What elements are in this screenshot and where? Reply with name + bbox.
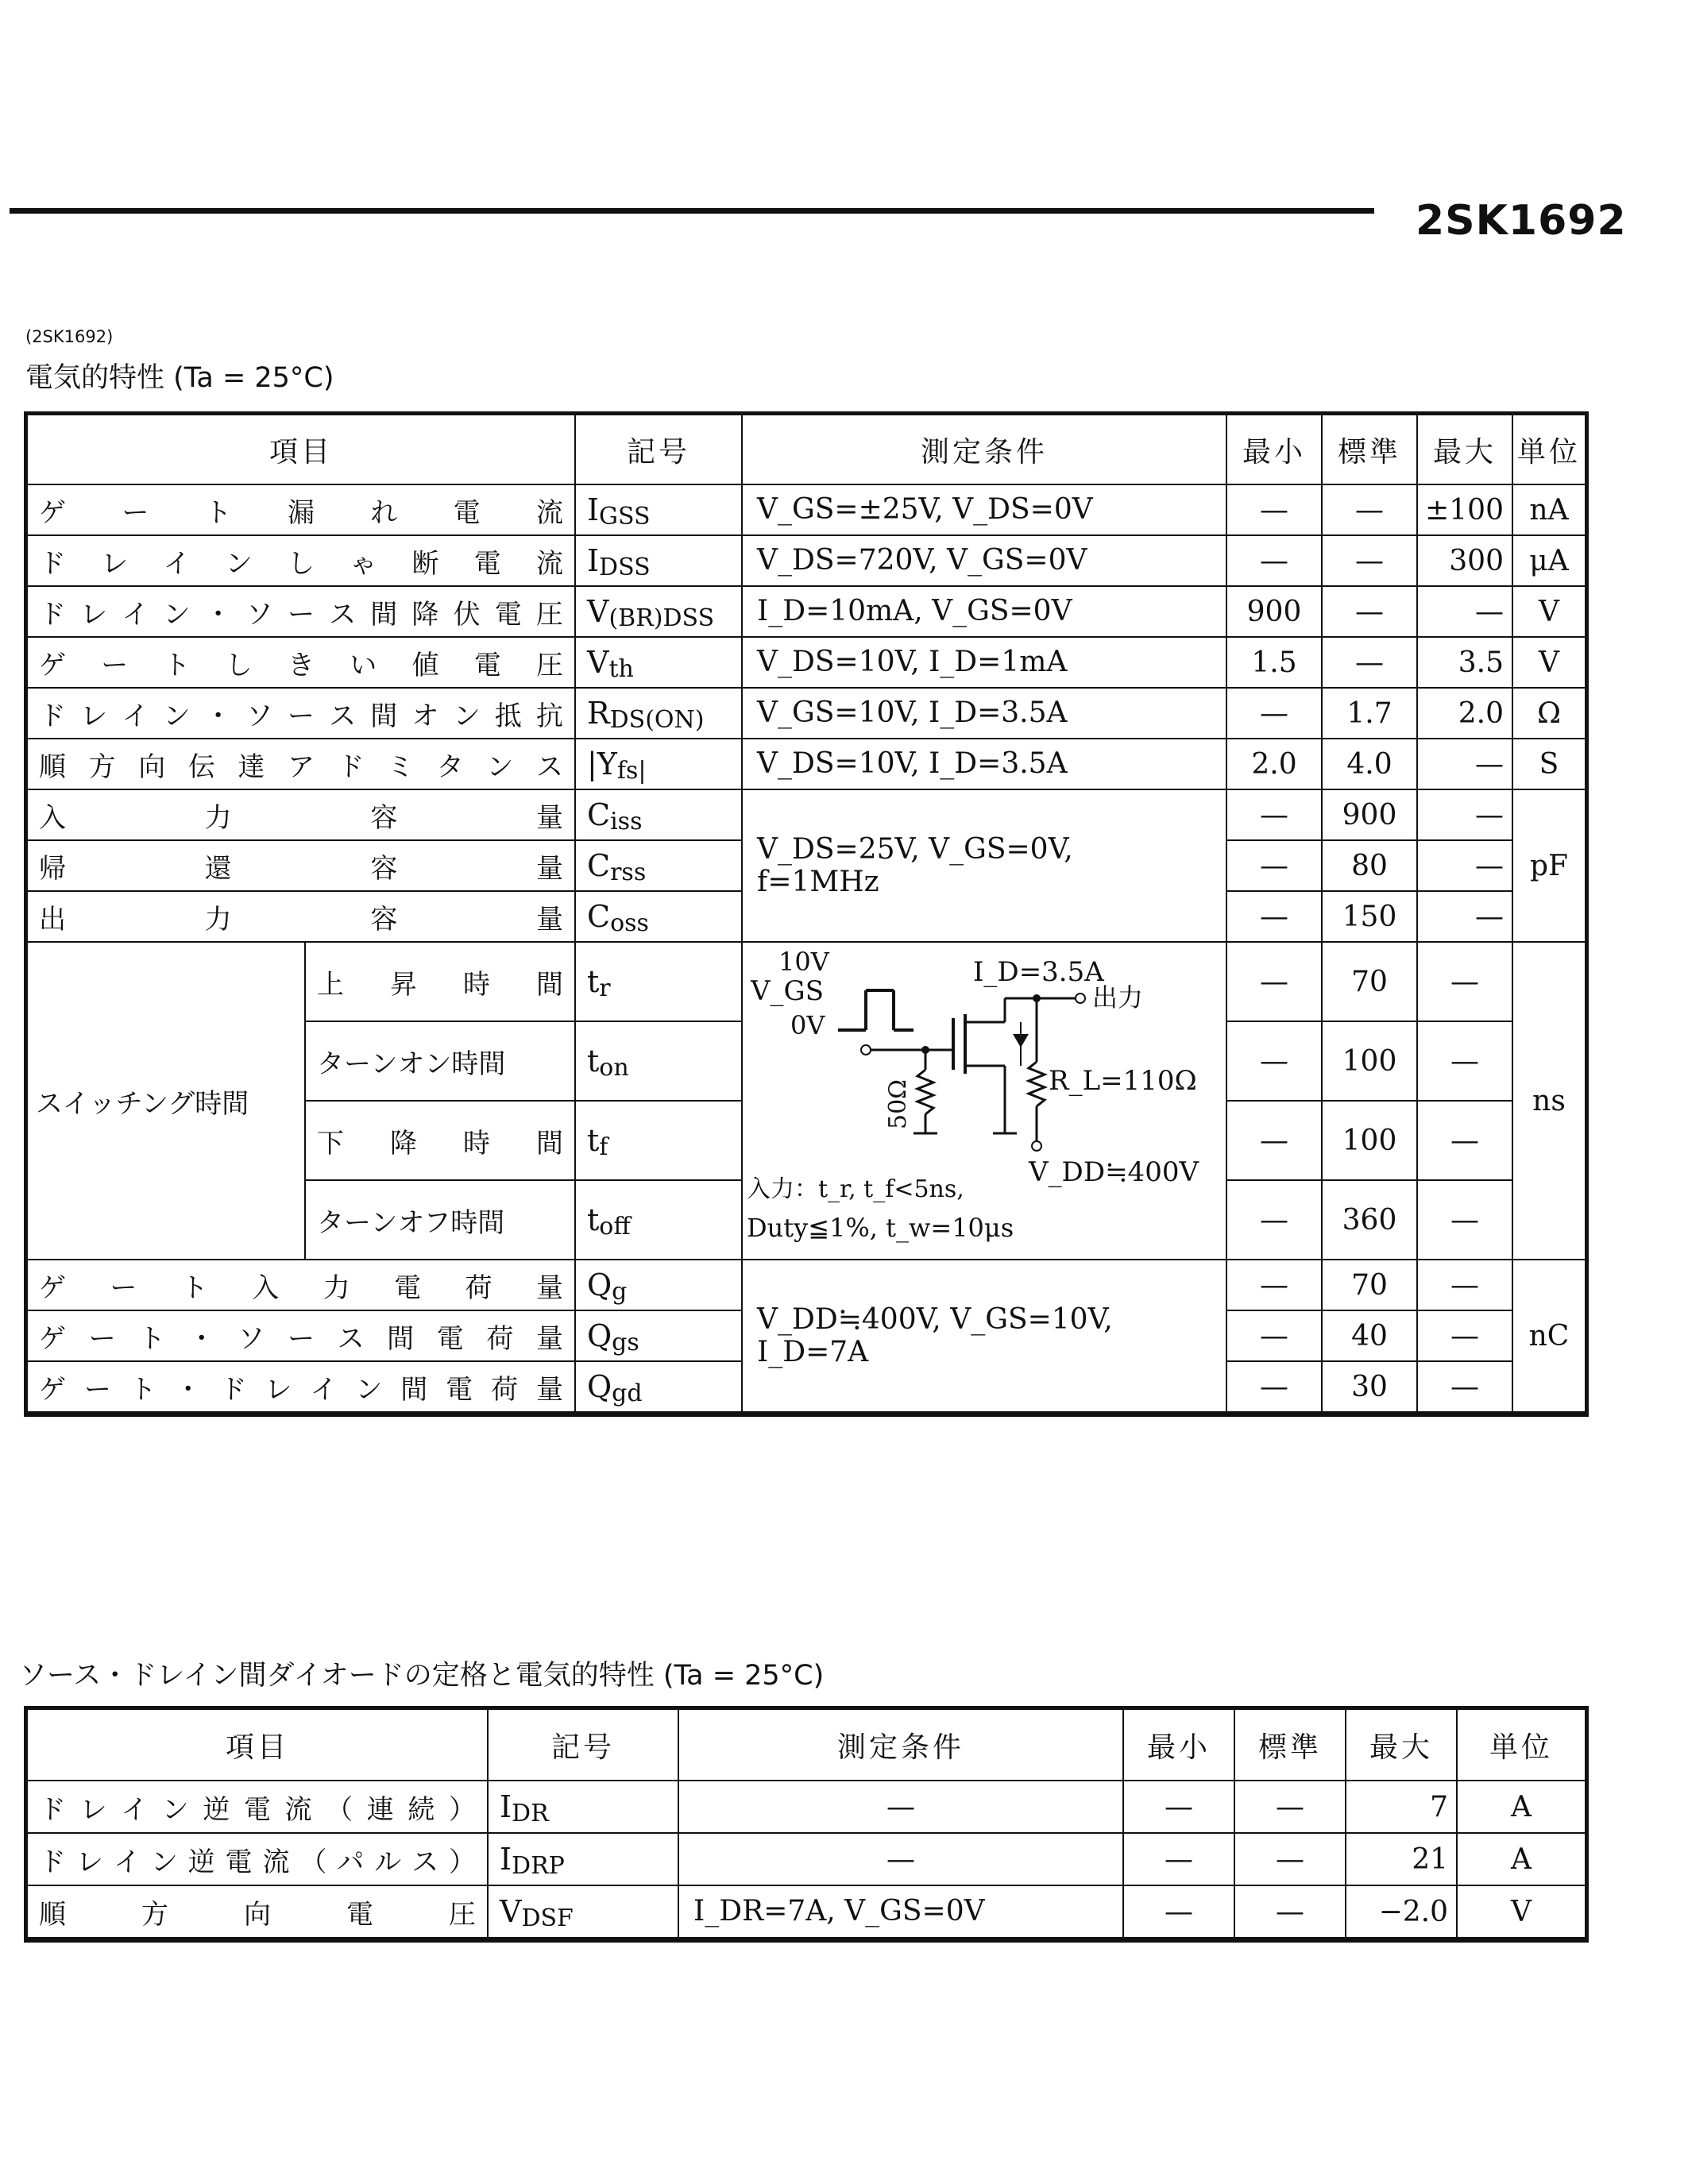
- row-unit: Ω: [1513, 689, 1585, 739]
- gate-resistor: [917, 1070, 933, 1114]
- row-conditions: V_DS=10V, I_D=3.5A: [743, 739, 1227, 790]
- charge-typ: 40: [1323, 1311, 1418, 1362]
- diode-row-typ: —: [1235, 1781, 1346, 1834]
- switching-min: —: [1227, 1102, 1323, 1181]
- row-max: 3.5: [1418, 638, 1513, 689]
- row-typ: 4.0: [1323, 739, 1418, 790]
- diode-row-min: —: [1124, 1886, 1235, 1939]
- row-unit: nA: [1513, 485, 1585, 536]
- row-item: ド レ イ ン ・ ソ ー ス 間 降 伏 電 圧: [28, 587, 576, 638]
- diode-row-max: −2.0: [1346, 1886, 1458, 1939]
- header-symbol: 記号: [576, 415, 743, 485]
- switching-item: 上 昇 時 間: [306, 943, 576, 1022]
- charge-unit: nC: [1513, 1260, 1585, 1413]
- switching-max: —: [1418, 943, 1513, 1022]
- switching-max: —: [1418, 1102, 1513, 1181]
- gate-resistor-label: 50Ω: [884, 1078, 912, 1129]
- table2-title: ソース・ドレイン間ダイオードの定格と電気的特性 (Ta = 25°C): [19, 1660, 825, 1692]
- switching-test-circuit: [743, 943, 1227, 1260]
- diode-row-min: —: [1124, 1781, 1235, 1834]
- switching-item: ターンオフ時間: [306, 1181, 576, 1260]
- row-min: —: [1227, 689, 1323, 739]
- charge-max: —: [1418, 1260, 1513, 1311]
- row-symbol: R DS(ON): [576, 689, 743, 739]
- diode-row-conditions: —: [679, 1781, 1124, 1834]
- row-symbol: I GSS: [576, 485, 743, 536]
- row-item: 順 方 向 伝 達 ア ド ミ タ ン ス: [28, 739, 576, 790]
- input-note: 入力：t_r, t_f<5ns,: [747, 1175, 964, 1203]
- diode-row-unit: V: [1458, 1886, 1585, 1939]
- pulse-note: Duty≦1%, t_w=10μs: [747, 1213, 1014, 1243]
- diode-row-min: —: [1124, 1834, 1235, 1886]
- row-unit: S: [1513, 739, 1585, 790]
- switching-typ: 70: [1323, 943, 1418, 1022]
- row-symbol: C oss: [576, 892, 743, 943]
- row-min: —: [1227, 790, 1323, 841]
- row-max: —: [1418, 587, 1513, 638]
- load-resistor: [1029, 1062, 1045, 1106]
- table1-ref: (2SK1692): [25, 327, 114, 346]
- charge-max: —: [1418, 1311, 1513, 1362]
- row-item: ド レ イ ン ・ ソ ー ス 間 オ ン 抵 抗: [28, 689, 576, 739]
- diode-row-conditions: —: [679, 1834, 1124, 1886]
- row-conditions: I_D=10mA, V_GS=0V: [743, 587, 1227, 638]
- electrical-characteristics-table: [24, 411, 1589, 1417]
- switching-typ: 100: [1323, 1102, 1418, 1181]
- row-item: 帰 還 容 量: [28, 841, 576, 892]
- diode-row-conditions: I_DR=7A, V_GS=0V: [679, 1886, 1124, 1939]
- capacitance-unit: pF: [1513, 790, 1585, 943]
- diode-row-max: 21: [1346, 1834, 1458, 1886]
- diode-row-typ: —: [1235, 1886, 1346, 1939]
- part-number: 2SK1692: [1416, 197, 1627, 245]
- header-conditions: 測定条件: [743, 415, 1227, 485]
- diode-row-item: 順 方 向 電 圧: [28, 1886, 489, 1939]
- diode-row-max: 7: [1346, 1781, 1458, 1834]
- row-typ: —: [1323, 485, 1418, 536]
- row-unit: μA: [1513, 536, 1585, 587]
- row-min: —: [1227, 485, 1323, 536]
- switching-min: —: [1227, 943, 1323, 1022]
- header-min: 最小: [1227, 415, 1323, 485]
- row-symbol: |Y fs|: [576, 739, 743, 790]
- switching-unit: ns: [1513, 943, 1585, 1260]
- header-typ: 標準: [1323, 415, 1418, 485]
- header-symbol: 記号: [489, 1710, 679, 1781]
- output-label: 出力: [1092, 982, 1144, 1013]
- row-conditions: V_DS=720V, V_GS=0V: [743, 536, 1227, 587]
- row-conditions: V_GS=10V, I_D=3.5A: [743, 689, 1227, 739]
- input-terminal: [861, 1045, 871, 1055]
- drain-current-label: I_D=3.5A: [973, 956, 1104, 988]
- row-symbol: I DSS: [576, 536, 743, 587]
- switching-typ: 360: [1323, 1181, 1418, 1260]
- row-symbol: V th: [576, 638, 743, 689]
- switching-circuit-diagram: [743, 943, 1227, 1259]
- switching-typ: 100: [1323, 1022, 1418, 1102]
- row-max: —: [1418, 739, 1513, 790]
- header-max: 最大: [1346, 1710, 1458, 1781]
- diode-row-unit: A: [1458, 1781, 1585, 1834]
- diode-row-symbol: I DRP: [489, 1834, 679, 1886]
- header-item: 項目: [28, 415, 576, 485]
- row-typ: 150: [1323, 892, 1418, 943]
- charge-item: ゲ ー ト ・ ソ ー ス 間 電 荷 量: [28, 1311, 576, 1362]
- row-min: —: [1227, 841, 1323, 892]
- row-min: 2.0: [1227, 739, 1323, 790]
- diode-row-item: ド レ イ ン 逆 電 流 （ 連 続 ）: [28, 1781, 489, 1834]
- row-unit: V: [1513, 587, 1585, 638]
- row-typ: 80: [1323, 841, 1418, 892]
- row-max: —: [1418, 841, 1513, 892]
- row-item: 入 力 容 量: [28, 790, 576, 841]
- charge-item: ゲ ー ト 入 力 電 荷 量: [28, 1260, 576, 1311]
- pulse-low-label: 0V: [790, 1010, 825, 1040]
- charge-typ: 70: [1323, 1260, 1418, 1311]
- header-item: 項目: [28, 1710, 489, 1781]
- charge-symbol: Q g: [576, 1260, 743, 1311]
- row-item: ゲ ー ト 漏 れ 電 流: [28, 485, 576, 536]
- switching-item: ターンオン時間: [306, 1022, 576, 1102]
- row-item: 出 力 容 量: [28, 892, 576, 943]
- header-rule: [10, 208, 1374, 214]
- row-symbol: V (BR)DSS: [576, 587, 743, 638]
- row-typ: —: [1323, 638, 1418, 689]
- row-item: ゲ ー ト し き い 値 電 圧: [28, 638, 576, 689]
- row-typ: —: [1323, 536, 1418, 587]
- row-max: 2.0: [1418, 689, 1513, 739]
- charge-min: —: [1227, 1260, 1323, 1311]
- switching-symbol: t f: [576, 1102, 743, 1181]
- switching-min: —: [1227, 1022, 1323, 1102]
- charge-typ: 30: [1323, 1362, 1418, 1413]
- row-max: —: [1418, 790, 1513, 841]
- charge-min: —: [1227, 1311, 1323, 1362]
- switching-group-label: スイッチング時間: [28, 943, 306, 1260]
- header-unit: 単位: [1458, 1710, 1585, 1781]
- switching-item: 下 降 時 間: [306, 1102, 576, 1181]
- row-conditions: V_DS=10V, I_D=1mA: [743, 638, 1227, 689]
- vdd-label: V_DD≒400V: [1029, 1156, 1199, 1188]
- row-symbol: C rss: [576, 841, 743, 892]
- diode-row-typ: —: [1235, 1834, 1346, 1886]
- charge-max: —: [1418, 1362, 1513, 1413]
- switching-symbol: t on: [576, 1022, 743, 1102]
- row-max: —: [1418, 892, 1513, 943]
- switching-max: —: [1418, 1022, 1513, 1102]
- charge-symbol: Q gs: [576, 1311, 743, 1362]
- capacitance-conditions: V_DS=25V, V_GS=0V, f=1MHz: [743, 790, 1227, 943]
- row-max: ±100: [1418, 485, 1513, 536]
- header-typ: 標準: [1235, 1710, 1346, 1781]
- row-min: —: [1227, 892, 1323, 943]
- switching-symbol: t r: [576, 943, 743, 1022]
- vgs-label: V_GS: [751, 975, 825, 1007]
- header-min: 最小: [1124, 1710, 1235, 1781]
- row-item: ド レ イ ン し ゃ 断 電 流: [28, 536, 576, 587]
- output-terminal: [1076, 994, 1085, 1003]
- diode-characteristics-table: [24, 1706, 1589, 1943]
- charge-symbol: Q gd: [576, 1362, 743, 1413]
- pulse-high-label: 10V: [778, 947, 829, 977]
- row-typ: 900: [1323, 790, 1418, 841]
- table1-title: 電気的特性 (Ta = 25°C): [25, 362, 334, 394]
- switching-max: —: [1418, 1181, 1513, 1260]
- switching-min: —: [1227, 1181, 1323, 1260]
- diode-row-symbol: V DSF: [489, 1886, 679, 1939]
- row-unit: V: [1513, 638, 1585, 689]
- row-max: 300: [1418, 536, 1513, 587]
- row-min: 900: [1227, 587, 1323, 638]
- vdd-terminal: [1032, 1141, 1041, 1151]
- diode-row-item: ド レ イ ン 逆 電 流 （ パ ル ス ）: [28, 1834, 489, 1886]
- diode-row-symbol: I DR: [489, 1781, 679, 1834]
- header-max: 最大: [1418, 415, 1513, 485]
- row-typ: 1.7: [1323, 689, 1418, 739]
- header-conditions: 測定条件: [679, 1710, 1124, 1781]
- charge-item: ゲ ー ト ・ ド レ イ ン 間 電 荷 量: [28, 1362, 576, 1413]
- diode-row-unit: A: [1458, 1834, 1585, 1886]
- row-symbol: C iss: [576, 790, 743, 841]
- row-typ: —: [1323, 587, 1418, 638]
- charge-min: —: [1227, 1362, 1323, 1413]
- switching-symbol: t off: [576, 1181, 743, 1260]
- row-conditions: V_GS=±25V, V_DS=0V: [743, 485, 1227, 536]
- header-unit: 単位: [1513, 415, 1585, 485]
- load-resistor-label: R_L=110Ω: [1049, 1065, 1197, 1097]
- row-min: 1.5: [1227, 638, 1323, 689]
- charge-conditions: V_DD≒400V, V_GS=10V, I_D=7A: [743, 1260, 1227, 1413]
- row-min: —: [1227, 536, 1323, 587]
